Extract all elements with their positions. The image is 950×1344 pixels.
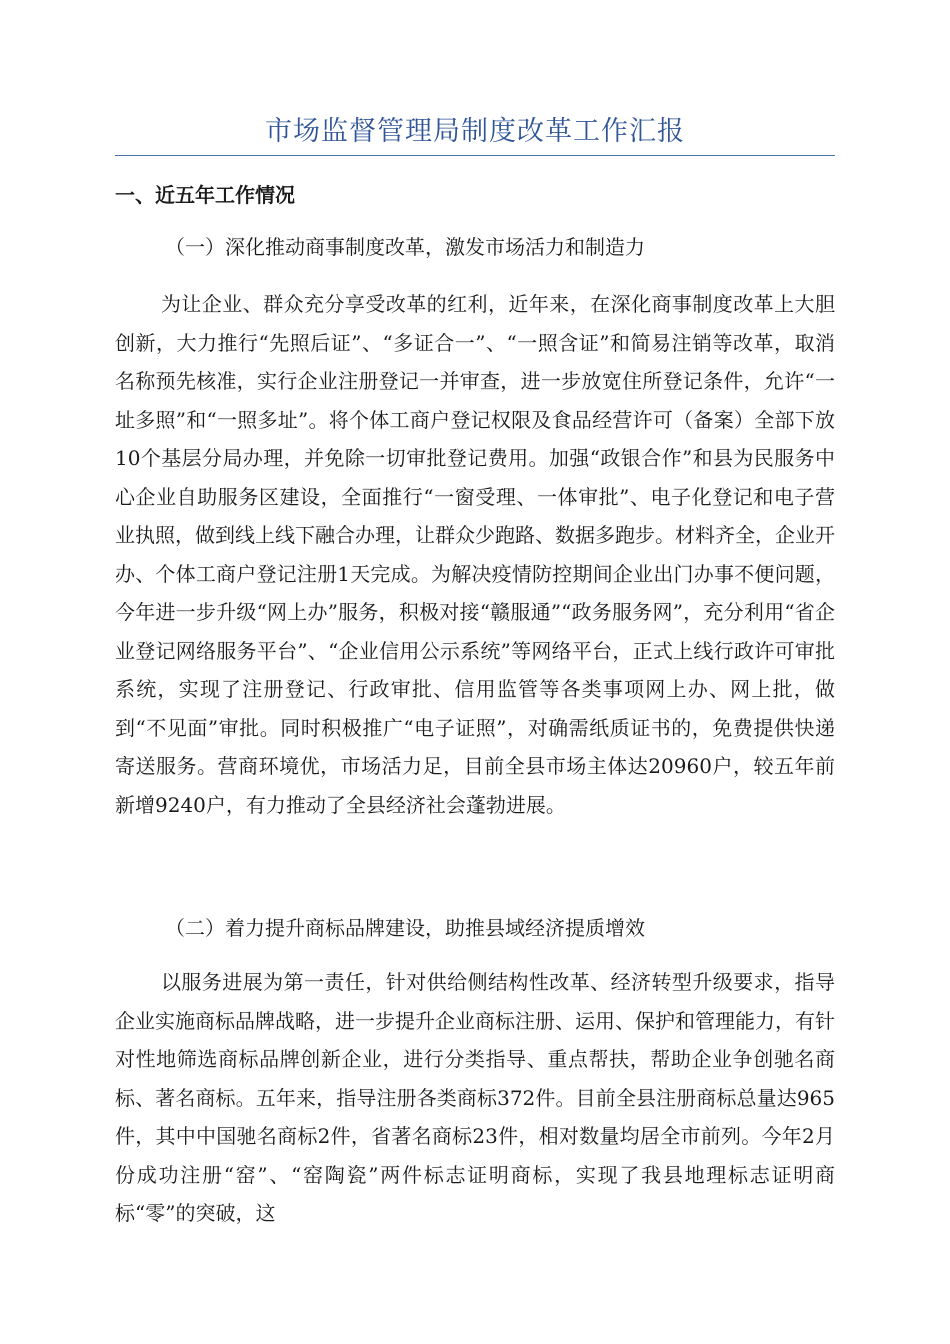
paragraph-2: 以服务进展为第一责任，针对供给侧结构性改革、经济转型升级要求，指导企业实施商标品牌战略，进一步提升企业商标注册、运用、保护和管理能力，有针对性地筛选商标品牌创新企业，进行分类指导、重点帮扶，帮助企业争创驰名商标、著名商标。五年来，指导注册各类商标372件。目前全县注册商标总量达965件，其中中国驰名商标2件，省著名商标23件，相对数量均居全市前列。今年2月份成功注册“窑”、“窑陶瓷”两件标志证明商标，实现了我县地理标志证明商标“零”的突破，这 (115, 970, 835, 1225)
document-title: 市场监督管理局制度改革工作汇报 (265, 116, 685, 147)
section-heading: 一、近五年工作情况 (115, 183, 295, 207)
subsection-heading-2: （二）着力提升商标品牌建设，助推县域经济提质增效 (165, 916, 645, 940)
subsection-heading-1: （一）深化推动商事制度改革，激发市场活力和制造力 (165, 235, 645, 259)
paragraph-1: 为让企业、群众充分享受改革的红利，近年来，在深化商事制度改革上大胆创新，大力推行“先照后证”、“多证合一”、“一照含证”和简易注销等改革，取消名称预先核准，实行企业注册登记一并审查，进一步放宽住所登记条件，允许“一址多照”和“一照多址”。将个体工商户登记权限及食品经营许可（备案）全部下放10个基层分局办理，并免除一切审批登记费用。加强“政银合作”和县为民服务中心企业自助服务区建设，全面推行“一窗受理、一体审批”、电子化登记和电子营业执照，做到线上线下融合办理，让群众少跑路、数据多跑步。材料齐全，企业开办、个体工商户登记注册1天完成。为解决疫情防控期间企业出门办事不便问题，今年进一步升级“网上办”服务，积极对接“赣服通”“政务服务网”，充分利用“省企业登记网络服务平台”、“企业信用公示系统”等网络平台，正式上线行政许可审批系统，实现了注册登记、行政审批、信用监管等各类事项网上办、网上批，做到“不见面”审批。同时积极推广“电子证照”，对确需纸质证书的，免费提供快递寄送服务。营商环境优，市场活力足，目前全县市场主体达20960户，较五年前新增9240户，有力推动了全县经济社会蓬勃进展。 (115, 292, 835, 817)
title-underline (115, 155, 835, 156)
